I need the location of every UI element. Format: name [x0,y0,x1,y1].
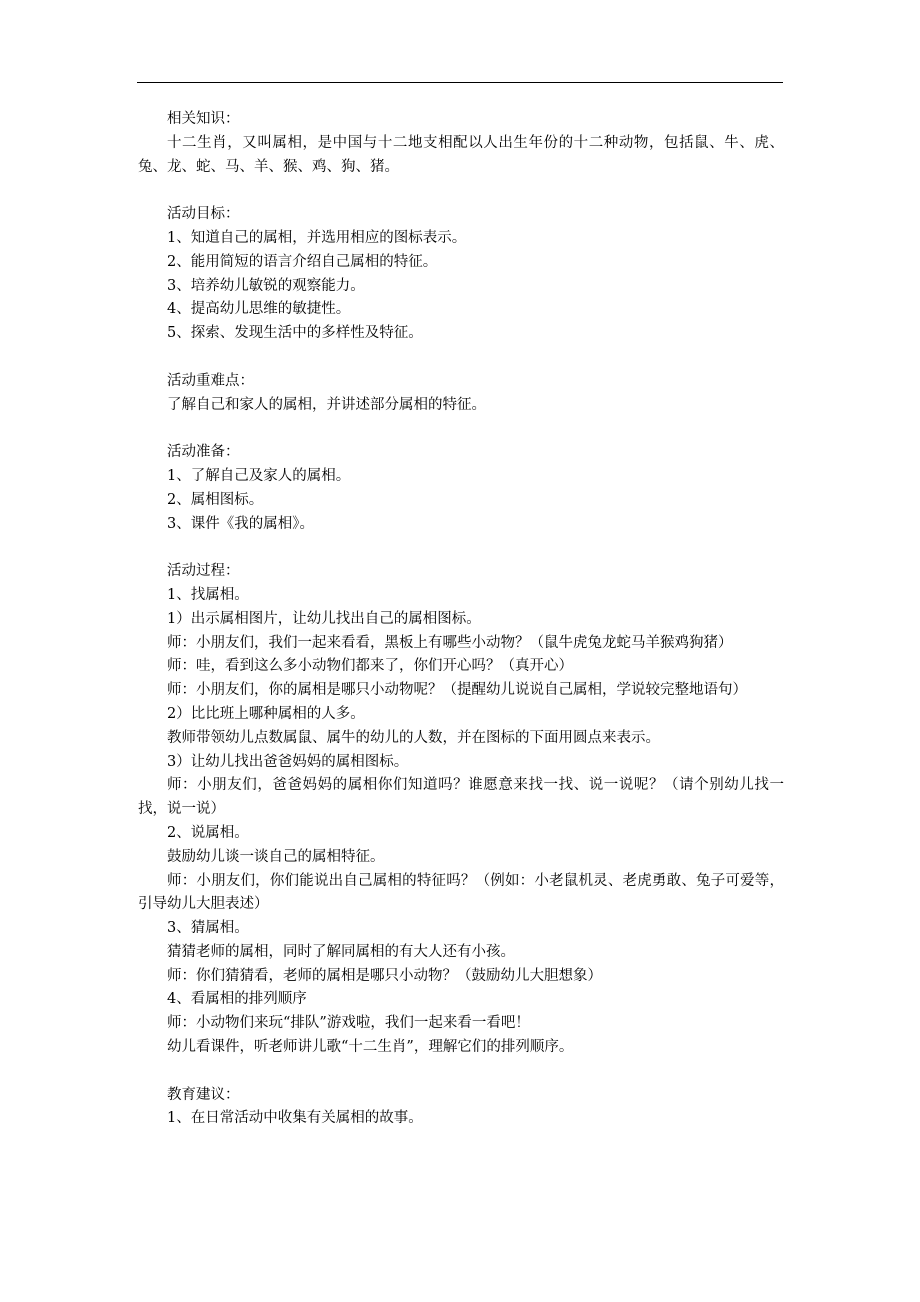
goal-item: 5、探索、发现生活中的多样性及特征。 [167,325,423,342]
preparation-item: 2、属相图标。 [167,491,264,508]
preparation-item: 3、课件《我的属相》。 [167,515,314,532]
process-dialogue: 师：小动物们来玩“排队”游戏啦，我们一起来看一看吧！ [167,1015,530,1032]
section-gap [138,346,784,370]
section-gap [138,536,784,560]
process-step: 3）让幼儿找出爸爸妈妈的属相图标。 [167,753,409,770]
process-text: 猜猜老师的属相，同时了解同属相的有大人还有小孩。 [167,943,515,960]
section-gap [138,179,784,203]
process-step: 2、说属相。 [167,824,249,841]
process-dialogue: 师：你们猜猜看，老师的属相是哪只小动物？（鼓励幼儿大胆想象） [167,967,602,984]
goal-item: 4、提高幼儿思维的敏捷性。 [167,301,351,318]
section-gap [138,417,784,441]
process-dialogue: 师：小朋友们，你的属相是哪只小动物呢？（提醒幼儿说说自己属相，学说较完整地语句） [167,682,747,699]
section-heading-key-points: 活动重难点： [167,372,254,389]
document-body [138,108,784,1131]
process-step: 3、猜属相。 [167,920,249,937]
process-text: 鼓励幼儿谈一谈自己的属相特征。 [167,848,385,865]
knowledge-paragraph: 十二生肖，又叫属相，是中国与十二地支相配以人出生年份的十二种动物，包括鼠、牛、虎、兔、龙、蛇、马、羊、猴、鸡、狗、猪。 [138,134,784,175]
section-heading-suggestions: 教育建议： [167,1086,240,1103]
section-heading-preparation: 活动准备： [167,444,240,461]
process-dialogue: 师：小朋友们，爸爸妈妈的属相你们知道吗？谁愿意来找一找、说一说呢？（请个别幼儿找一找，说一说） [138,777,784,818]
header-rule [137,82,783,83]
process-text: 幼儿看课件，听老师讲儿歌“十二生肖”，理解它们的排列顺序。 [167,1039,574,1056]
section-heading-process: 活动过程： [167,563,240,580]
process-step: 2）比比班上哪种属相的人多。 [167,705,365,722]
process-step: 1、找属相。 [167,586,249,603]
suggestion-item: 1、在日常活动中收集有关属相的故事。 [167,1110,423,1127]
process-dialogue: 师：哇，看到这么多小动物们都来了，你们开心吗？（真开心） [167,658,573,675]
key-point-item: 了解自己和家人的属相，并讲述部分属相的特征。 [167,396,486,413]
goal-item: 2、能用简短的语言介绍自己属相的特征。 [167,253,438,270]
process-dialogue: 师：小朋友们，我们一起来看看，黑板上有哪些小动物？（鼠牛虎兔龙蛇马羊猴鸡狗猪） [167,634,733,651]
process-step: 1）出示属相图片，让幼儿找出自己的属相图标。 [167,610,481,627]
preparation-item: 1、了解自己及家人的属相。 [167,467,351,484]
section-heading-knowledge: 相关知识： [167,111,240,127]
process-step: 4、看属相的排列顺序 [167,991,307,1008]
process-dialogue: 师：小朋友们，你们能说出自己属相的特征吗？（例如：小老鼠机灵、老虎勇敢、兔子可爱等，引导幼儿大胆表述） [138,872,784,913]
process-text: 教师带领幼儿点数属鼠、属牛的幼儿的人数，并在图标的下面用圆点来表示。 [167,729,660,746]
goal-item: 3、培养幼儿敏锐的观察能力。 [167,277,365,294]
section-heading-goals: 活动目标： [167,206,240,223]
goal-item: 1、知道自己的属相，并选用相应的图标表示。 [167,229,467,246]
section-gap [138,1060,784,1084]
